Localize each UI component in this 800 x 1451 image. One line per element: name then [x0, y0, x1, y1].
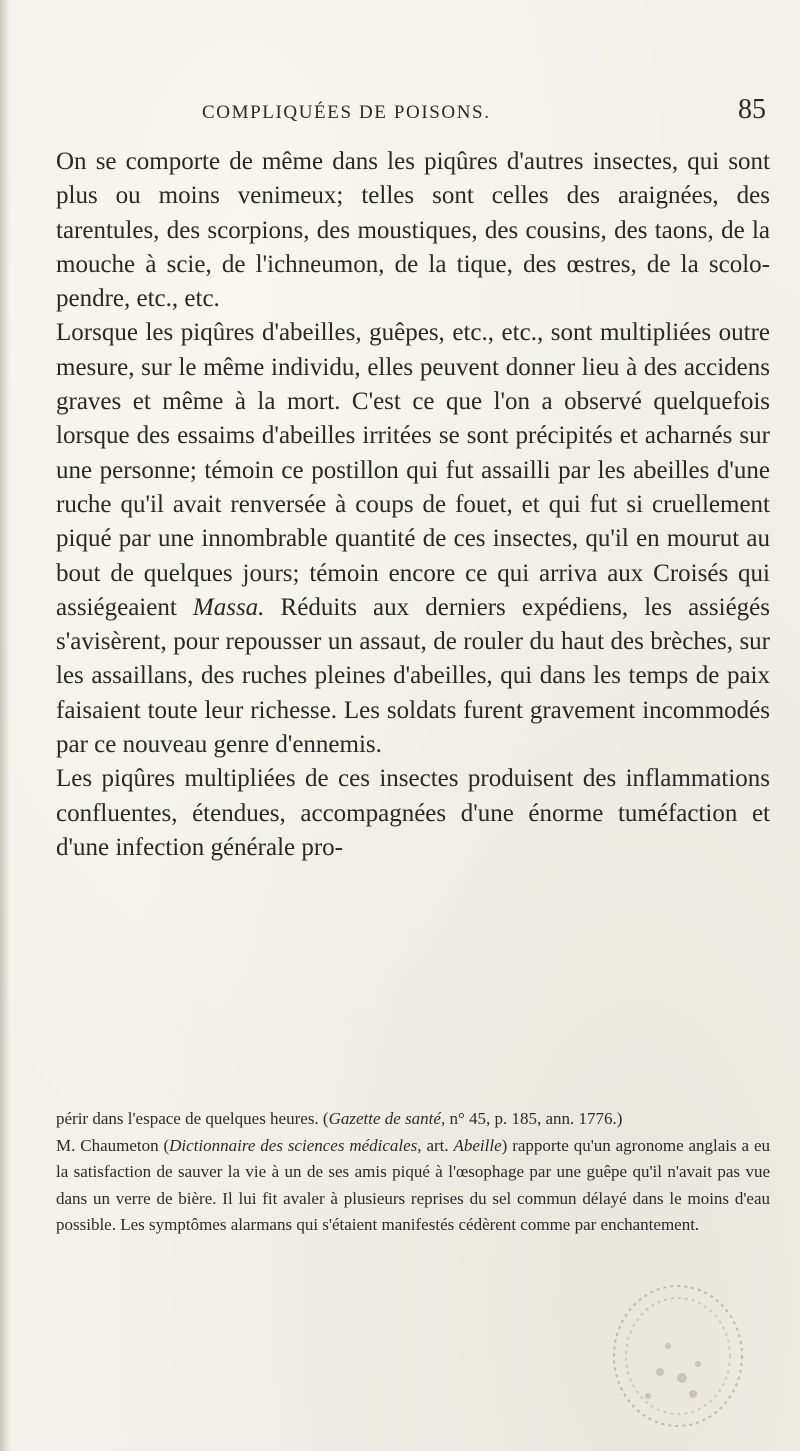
f1-italic-source: Gazette de santé,: [328, 1109, 446, 1128]
f1-text-after: n° 45, p. 185, ann. 1776.): [449, 1109, 623, 1128]
footnotes: [56, 1106, 770, 1239]
p1-line-4: moustiques, des cousins, des taons, de la mouche à scie,: [56, 216, 771, 278]
p1-line-1: On se comporte de même dans les piqûres d'autres: [56, 148, 584, 175]
p2-italic-place: Massa.: [192, 593, 265, 621]
p1-line-6: pendre, etc., etc.: [56, 285, 220, 313]
f1-text-before: périr dans l'espace de quelques heures. (: [56, 1109, 329, 1128]
p1-line-3: celles des araignées, des tarentules, des scorpions, des: [56, 182, 771, 244]
f2-author: M. Chaumeton (: [56, 1135, 170, 1155]
p1-line-2: insectes, qui sont plus ou moins venimeux; telles sont: [56, 148, 771, 210]
footnote-1: [56, 1106, 770, 1133]
footnote-2: [56, 1133, 770, 1239]
page-number: 85: [738, 94, 766, 125]
paragraph-2: [56, 316, 770, 762]
p2-text-before: Lorsque les piqûres d'abeilles, guêpes, etc., etc., sont multipliées outre mesure, sur le même individu, elles peuvent donner lieu à des accidens graves et même à la mort. C'est ce que l'on a observé quelquefois lorsque des essaims d'abeilles irritées se sont précipités et acharnés sur une personne; témoin ce postillon qui fut assailli par les abeilles d'une ruche qu'il avait renversée à coups de fouet, et qui fut si cruellement piqué par une innombrable quantité de ces insectes, qu'il en mourut au bout de quelques jours; témoin encore ce qui arriva aux Croisés qui assiégeaient: [56, 319, 770, 621]
paragraph-3: [56, 762, 770, 865]
f2-art: art.: [426, 1135, 449, 1155]
f2-italic-work: Dictionnaire des sciences médicales,: [169, 1135, 422, 1155]
header-title: COMPLIQUÉES DE POISONS.: [202, 102, 491, 123]
f2-rest: ) rapporte qu'un agronome anglais a eu la satisfaction de sauver la vie à un de ses amis piqué à l'œsophage par une guêpe qu'il n'avait pas vue dans un verre de bière. Il lui fit avaler à plusieurs reprises du sel commun délayé dans le moins d'eau possible. Les symptômes alarmans qui s'étaient manifestés cédèrent comme par enchantement.: [56, 1135, 770, 1234]
main-text: [56, 145, 770, 865]
f2-italic-article: Abeille: [453, 1135, 502, 1155]
running-header: [200, 94, 772, 132]
page-binding-shadow: [0, 0, 10, 1451]
library-stamp-icon: [598, 1276, 758, 1436]
p3-text: Les piqûres multipliées de ces insectes produisent des inflammations confluentes, étendues, accompagnées d'une énorme tuméfaction et d'une infection générale pro-: [56, 765, 770, 861]
p2-text-after: Réduits aux derniers expédiens, les assiégés s'avisèrent, pour repousser un assaut, de rouler du haut des brèches, sur les assaillans, des ruches pleines d'abeilles, qui dans les temps de paix faisaient toute leur richesse. Les soldats furent gravement incommodés par ce nouveau genre d'ennemis.: [56, 593, 770, 759]
p1-line-5: de l'ichneumon, de la tique, des œstres, de la scolo-: [221, 250, 770, 278]
paragraph-1: [56, 145, 770, 316]
